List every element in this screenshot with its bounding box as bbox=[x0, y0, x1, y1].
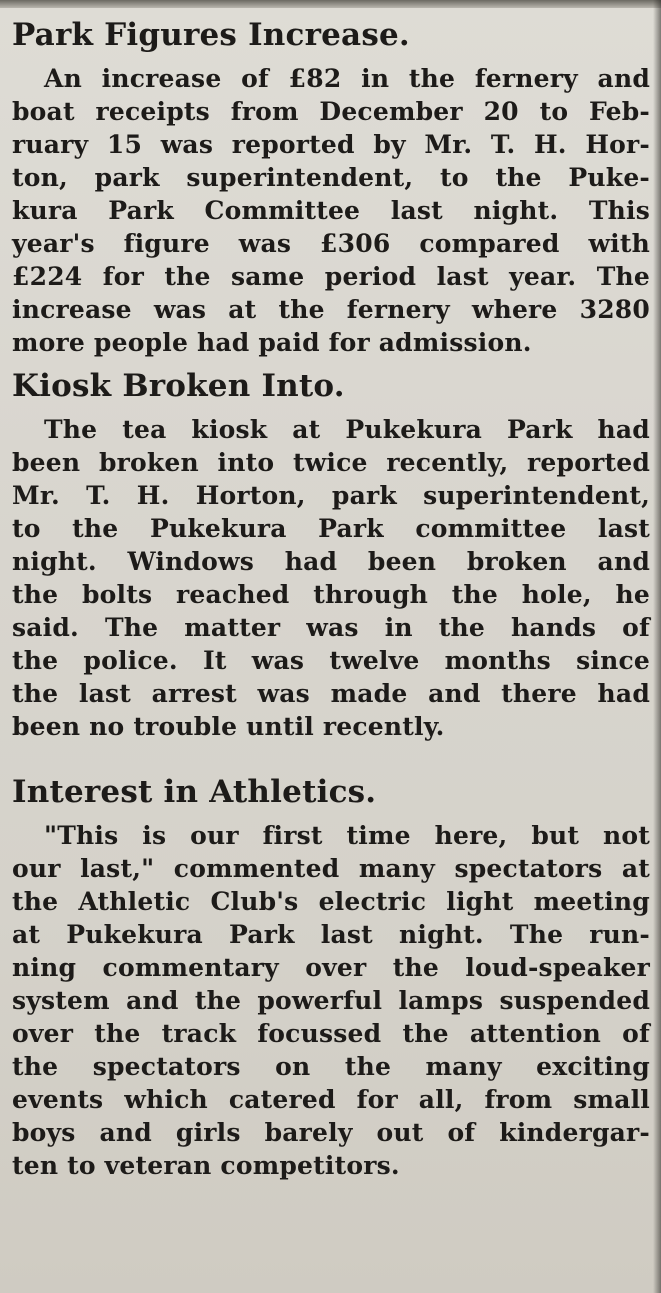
article-line: the spectators on the many exciting bbox=[12, 1052, 650, 1081]
article-line: the Athletic Club's electric light meeting bbox=[12, 887, 650, 916]
article-line: The tea kiosk at Pukekura Park had bbox=[44, 415, 650, 444]
article-line: Mr. T. H. Horton, park superintendent, bbox=[12, 481, 650, 510]
article-line: increase was at the fernery where 3280 bbox=[12, 295, 650, 324]
article-line: the last arrest was made and there had bbox=[12, 679, 650, 708]
article-line: to the Pukekura Park committee last bbox=[12, 514, 650, 543]
article-line: £224 for the same period last year. The bbox=[12, 262, 650, 291]
article-line: events which catered for all, from small bbox=[12, 1085, 650, 1114]
article-park-figures bbox=[12, 14, 650, 359]
page-edge-shadow bbox=[653, 0, 661, 1293]
article-line: system and the powerful lamps suspended bbox=[12, 986, 650, 1015]
article-interest-athletics bbox=[12, 771, 650, 1182]
article-line: kura Park Committee last night. This bbox=[12, 196, 650, 225]
article-line: the bolts reached through the hole, he bbox=[12, 580, 650, 609]
article-line: over the track focussed the attention of bbox=[12, 1019, 650, 1048]
article-line: ton, park superintendent, to the Puke- bbox=[12, 163, 650, 192]
article-line: been no trouble until recently. bbox=[12, 712, 445, 741]
article-line: An increase of £82 in the fernery and bbox=[44, 64, 650, 93]
article-line: year's figure was £306 compared with bbox=[12, 229, 650, 258]
article-line: night. Windows had been broken and bbox=[12, 547, 650, 576]
article-line: more people had paid for admission. bbox=[12, 328, 532, 357]
top-column-rule bbox=[0, 0, 661, 8]
article-line: at Pukekura Park last night. The run- bbox=[12, 920, 650, 949]
article-line: been broken into twice recently, reported bbox=[12, 448, 650, 477]
article-line: ten to veteran competitors. bbox=[12, 1151, 400, 1180]
article-line: ruary 15 was reported by Mr. T. H. Hor- bbox=[12, 130, 650, 159]
headline-park-figures: Park Figures Increase. bbox=[12, 17, 410, 53]
article-line: "This is our first time here, but not bbox=[44, 821, 650, 850]
article-kiosk-broken bbox=[12, 365, 650, 743]
article-line: the police. It was twelve months since bbox=[12, 646, 650, 675]
headline-kiosk-broken: Kiosk Broken Into. bbox=[12, 368, 345, 404]
article-line: ning commentary over the loud-speaker bbox=[12, 953, 650, 982]
article-line: boys and girls barely out of kindergar- bbox=[12, 1118, 650, 1147]
article-line: said. The matter was in the hands of bbox=[12, 613, 650, 642]
article-line: boat receipts from December 20 to Feb- bbox=[12, 97, 650, 126]
article-line: our last," commented many spectators at bbox=[12, 854, 650, 883]
article-column bbox=[12, 14, 650, 1182]
headline-interest-athletics: Interest in Athletics. bbox=[12, 774, 377, 810]
